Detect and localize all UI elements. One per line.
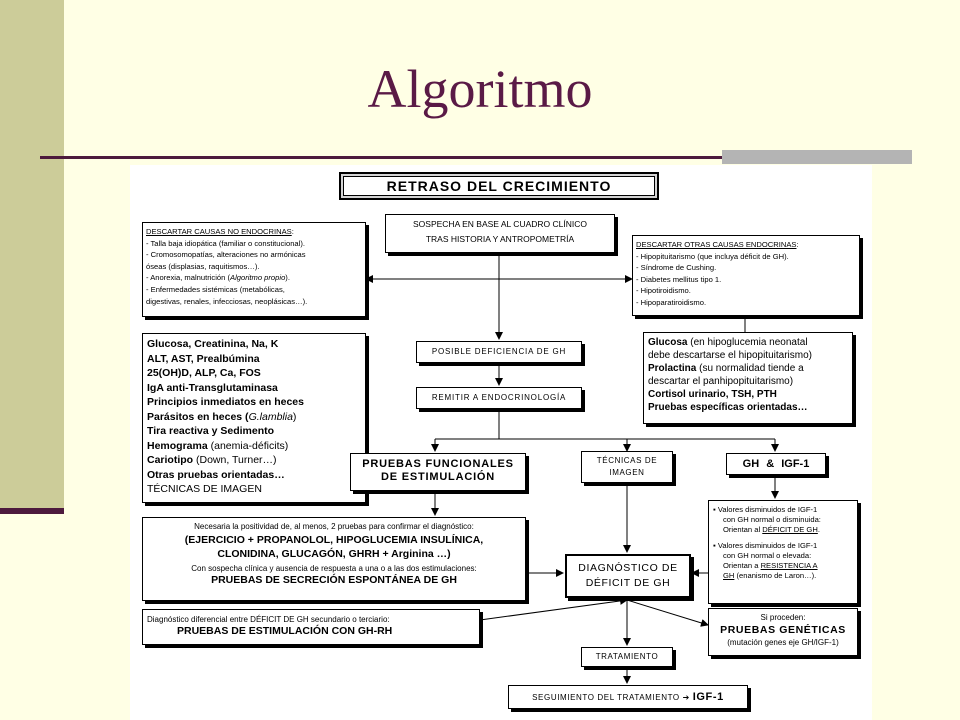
analitica-line: IgA anti-Transglutaminasa: [147, 381, 278, 394]
notas-prolactina-note2: descartar el panhipopituitarismo): [648, 376, 794, 387]
analitica-hemograma: Hemograma: [147, 439, 208, 452]
geneticas-title: PRUEBAS GENÉTICAS: [720, 624, 846, 636]
pruebas-funcionales-box: [350, 453, 526, 491]
seguimiento-arrow-icon: ➔: [682, 693, 690, 702]
diagnostico-line2: DÉFICIT DE GH: [585, 577, 671, 589]
left-decor-accent: [0, 508, 64, 514]
sospecha-box: [385, 214, 615, 253]
igf-valor-a3: Orientan al: [723, 525, 763, 535]
igf-valores-box: ▪ Valores disminuidos de IGF-1 con GH normal o disminuida: Orientan al DÉFICIT DE GH. ▪ Valores disminuidos de IGF-1 con GH normal o elevada: Orientan a RESISTENCIA A GH (enanismo de Laron…).: [708, 500, 858, 604]
diferencial-intro: Diagnóstico diferencial entre DÉFICIT DE GH secundario o terciario:: [147, 615, 390, 624]
gh-igf-box: [726, 453, 826, 475]
main-title: RETRASO DEL CRECIMIENTO: [343, 176, 655, 196]
arrow-diagnostico-to-geneticas: [627, 600, 708, 625]
slide-title: Algoritmo: [367, 59, 593, 119]
estimulacion-secrecion: PRUEBAS DE SECRECIÓN ESPONTÁNEA DE GH: [211, 574, 457, 586]
igf-valor-b1: Valores disminuidos de IGF-1: [717, 540, 818, 550]
notas-prolactina: Prolactina: [648, 363, 697, 374]
otras-endocrinas-heading: DESCARTAR OTRAS CAUSAS ENDOCRINAS: [636, 240, 797, 249]
igf-valor-a2: con GH normal o disminuida:: [723, 515, 821, 525]
geneticas-box: [708, 608, 858, 656]
sospecha-line1: SOSPECHA EN BASE AL CUADRO CLÍNICO: [413, 219, 587, 229]
notas-glucosa-note1: (en hipoglucemia neonatal: [687, 337, 808, 348]
analitica-otras: Otras pruebas orientadas…: [147, 468, 285, 481]
analitica-box: [142, 333, 366, 503]
igf-valor-a3-end: .: [817, 525, 820, 535]
flowchart: [130, 165, 872, 720]
no-endocrinas-item: - Enfermedades sistémicas (metabólicas,: [146, 284, 285, 294]
otras-endocrinas-heading-suffix: :: [796, 240, 799, 249]
analitica-line: 25(OH)D, ALP, Ca, FOS: [147, 367, 261, 379]
analitica-cariotipo: Cariotipo: [147, 454, 194, 466]
geneticas-note: (mutación genes eje GH/IGF-1): [727, 638, 839, 647]
no-endocrinas-box: [142, 222, 366, 317]
estimulacion-sospecha: Con sospecha clínica y ausencia de respuesta a una o a las dos estimulaciones:: [191, 563, 477, 573]
gh-igf: GH & IGF-1: [742, 458, 810, 470]
notas-prolactina-note1: (su normalidad tiende a: [696, 363, 804, 374]
seguimiento-igf: IGF-1: [692, 691, 724, 703]
notas-glucosa: Glucosa: [648, 337, 688, 348]
tecnicas-imagen-line2: IMAGEN: [609, 468, 645, 477]
sospecha-line2: TRAS HISTORIA Y ANTROPOMETRÍA: [425, 234, 575, 244]
otras-endocrinas-item: - Hipotiroidismo.: [636, 286, 691, 296]
title-rule-block: [722, 150, 912, 164]
no-endocrinas-heading: DESCARTAR CAUSAS NO ENDOCRINAS: [146, 227, 292, 236]
arrow-diferencial-to-diagnostico: [480, 600, 627, 620]
no-endocrinas-item: digestivas, renales, infecciosas, neoplásicas…).: [146, 296, 308, 306]
notas-pruebas: Pruebas específicas orientadas…: [648, 402, 808, 413]
seguimiento-box: [508, 685, 748, 709]
notas-cortisol: Cortisol urinario, TSH, PTH: [648, 389, 777, 400]
diagnostico-box: [565, 554, 691, 598]
otras-endocrinas-item: - Síndrome de Cushing.: [636, 263, 717, 273]
geneticas-si: Si proceden:: [760, 613, 806, 622]
igf-valor-b3: Orientan a: [723, 561, 761, 571]
tecnicas-imagen-line1: TÉCNICAS DE: [596, 456, 658, 465]
estimulacion-bold2: CLONIDINA, GLUCAGÓN, GHRH + Arginina …): [217, 547, 451, 560]
analitica-tira: Tira reactiva y Sedimento: [147, 425, 275, 437]
diagnostico-line1: DIAGNÓSTICO DE: [578, 562, 678, 574]
no-endocrinas-heading-suffix: :: [291, 227, 294, 236]
main-title-box: [339, 172, 659, 200]
diferencial-bold: PRUEBAS DE ESTIMULACIÓN CON GH-RH: [177, 625, 393, 637]
no-endocrinas-item-suffix: ).: [285, 273, 290, 283]
notas-endocrinas-box: [643, 332, 853, 424]
tratamiento-box: [581, 647, 673, 667]
otras-endocrinas-item: - Hipoparatiroidismo.: [636, 297, 707, 307]
analitica-parasitos-end: ): [292, 410, 297, 423]
posible-deficiencia: POSIBLE DEFICIENCIA DE GH: [431, 347, 567, 356]
posible-deficiencia-box: [416, 341, 582, 363]
igf-valor-b2: con GH normal o elevada:: [723, 550, 812, 560]
igf-valor-a1: Valores disminuidos de IGF-1: [717, 505, 818, 514]
remitir: REMITIR A ENDOCRINOLOGÍA: [431, 393, 567, 402]
igf-valor-b4-end: (enanismo de Laron…).: [734, 571, 817, 581]
otras-endocrinas-box: [632, 235, 860, 316]
tecnicas-imagen-box: [581, 451, 673, 483]
no-endocrinas-item: - Anorexia, malnutrición (: [146, 273, 230, 283]
no-endocrinas-italic-ref: Algoritmo propio: [230, 273, 286, 283]
otras-endocrinas-item: - Hipopituitarismo (que incluya déficit de GH).: [636, 251, 789, 261]
remitir-box: [416, 387, 582, 409]
analitica-line: Glucosa, Creatinina, Na, K: [147, 338, 279, 350]
seguimiento: SEGUIMIENTO DEL TRATAMIENTO: [532, 693, 680, 702]
no-endocrinas-item: - Cromosomopatías, alteraciones no armónicas: [146, 250, 306, 260]
pruebas-funcionales-line1: PRUEBAS FUNCIONALES: [362, 458, 514, 470]
analitica-parasitos-italic: G.lamblia: [248, 410, 293, 423]
no-endocrinas-item: óseas (displasias, raquitismos…).: [146, 261, 260, 271]
diferencial-box: [142, 609, 480, 645]
analitica-parasitos: Parásitos en heces (: [147, 410, 249, 423]
igf-valor-a3-underlined: DÉFICIT DE GH: [762, 525, 818, 535]
tratamiento: TRATAMIENTO: [595, 652, 659, 661]
notas-glucosa-note2: debe descartarse el hipopituitarismo): [648, 350, 812, 361]
estimulacion-box: [142, 517, 526, 601]
igf-valor-b3-underlined: RESISTENCIA A: [760, 561, 818, 571]
analitica-line: Principios inmediatos en heces: [147, 396, 304, 408]
estimulacion-bold1: (EJERCICIO + PROPANOLOL, HIPOGLUCEMIA INSULÍNICA,: [184, 533, 484, 546]
analitica-tecnicas: TÉCNICAS DE IMAGEN: [147, 483, 262, 495]
pruebas-funcionales-line2: DE ESTIMULACIÓN: [380, 471, 496, 483]
analitica-cariotipo-note: (Down, Turner…): [193, 454, 277, 466]
analitica-line: ALT, AST, Prealbúmina: [147, 352, 260, 365]
estimulacion-intro: Necesaria la positividad de, al menos, 2 pruebas para confirmar el diagnóstico:: [194, 522, 474, 531]
analitica-hemograma-note: (anemia-déficits): [207, 439, 289, 452]
igf-valor-b4-underlined: GH: [723, 571, 735, 581]
no-endocrinas-item: - Talla baja idiopática (familiar o constitucional).: [146, 238, 305, 248]
otras-endocrinas-item: - Diabetes mellitus tipo 1.: [636, 274, 722, 284]
